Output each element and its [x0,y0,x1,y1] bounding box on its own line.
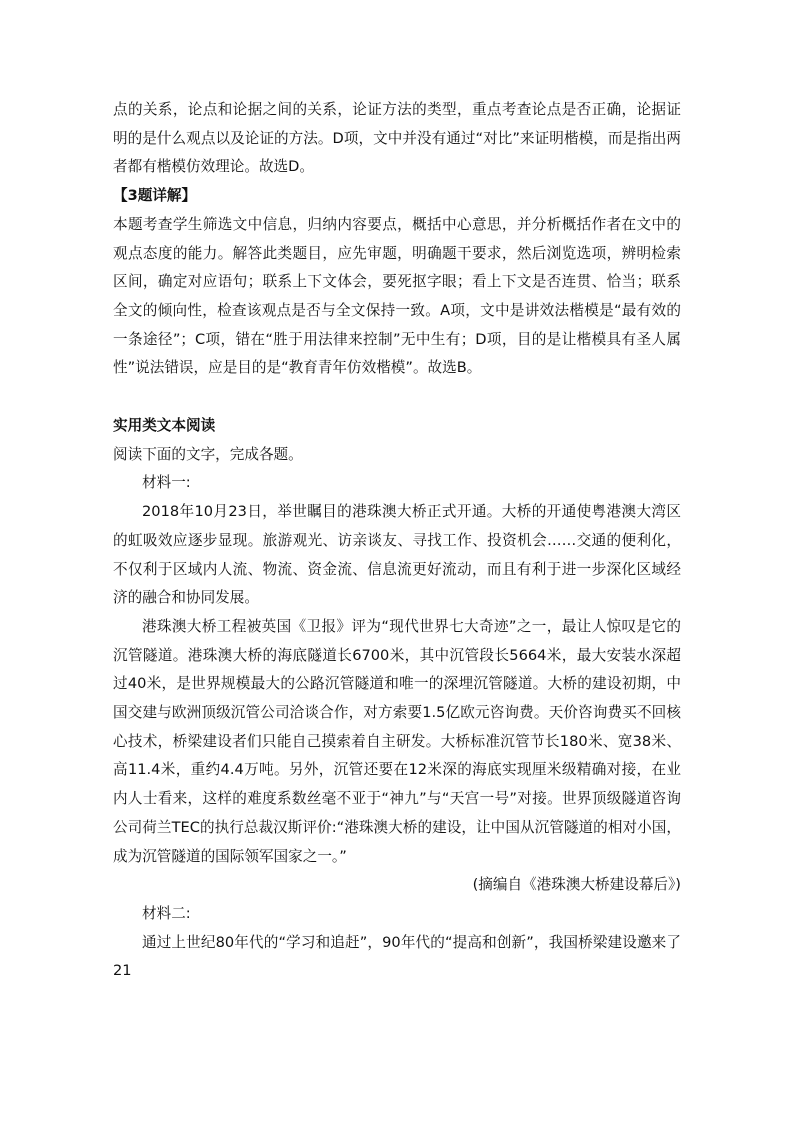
material-1-label: 材料一: [142,474,191,492]
answer-explanation-paragraph: 点的关系，论点和论据之间的关系，论证方法的类型，重点考查论点是否正确，论据证明的是什么观点以及论证的方法。D项，文中并没有通过“对比”来证明楷模，而是指出两者都有楷模仿效理论。故选D。 [113,101,681,176]
question-3-heading: 【3题详解】 [113,187,197,205]
material-1-paragraph-2: 港珠澳大桥工程被英国《卫报》评为“现代世界七大奇迹”之一，最让人惊叹是它的沉管隧道。港珠澳大桥的海底隧道长6700米，其中沉管段长5664米，最大安装水深超过40米，是世界规模最大的公路沉管隧道和唯一的深埋沉管隧道。大桥的建设初期，中国交建与欧洲顶级沉管公司洽谈合作，对方索要1.5亿欧元咨询费。天价咨询费买不回核心技术，桥梁建设者们只能自己摸索着自主研发。大桥标准沉管节长180米、宽38米、高11.4米，重约4.4万吨。另外，沉管还要在12米深的海底实现厘米级精确对接，在业内人士看来，这样的难度系数丝毫不亚于“神九”与“天宫一号”对接。世界顶级隧道咨询公司荷兰TEC的执行总裁汉斯评价:“港珠澳大桥的建设，让中国从沉管隧道的相对小国，成为沉管隧道的国际领军国家之一。” [113,617,681,865]
question-3-explanation: 本题考查学生筛选文中信息，归纳内容要点，概括中心意思，并分析概括作者在文中的观点态度的能力。解答此类题目，应先审题，明确题干要求，然后浏览选项，辨明检索区间，确定对应语句；联系上下文体会，要死抠字眼；看上下文是否连贯、恰当；联系全文的倾向性，检查该观点是否与全文保持一致。A项，文中是讲效法楷模是“最有效的一条途径”；C项，错在“胜于用法律来控制”无中生有；D项，目的是让楷模具有圣人属性”说法错误，应是目的是“教育青年仿效楷模”。故选B。 [113,215,681,377]
material-2-label: 材料二: [142,904,191,922]
reading-instruction: 阅读下面的文字，完成各题。 [113,445,303,463]
material-2-paragraph-1: 通过上世纪80年代的“学习和追赶”，90年代的“提高和创新”，我国桥梁建设邀来了21 [113,933,681,980]
material-1-paragraph-1: 2018年10月23日，举世瞩目的港珠澳大桥正式开通。大桥的开通使粤港澳大湾区的虹吸效应逐步显现。旅游观光、访亲谈友、寻找工作、投资机会……交通的便利化，不仅利于区域内人流、物流、资金流、信息流更好流动，而且有利于进一步深化区域经济的融合和协同发展。 [113,503,681,607]
section-title: 实用类文本阅读 [113,417,216,435]
material-1-source: (摘编自《港珠澳大桥建设幕后》) [472,876,681,894]
document-page [113,96,681,986]
